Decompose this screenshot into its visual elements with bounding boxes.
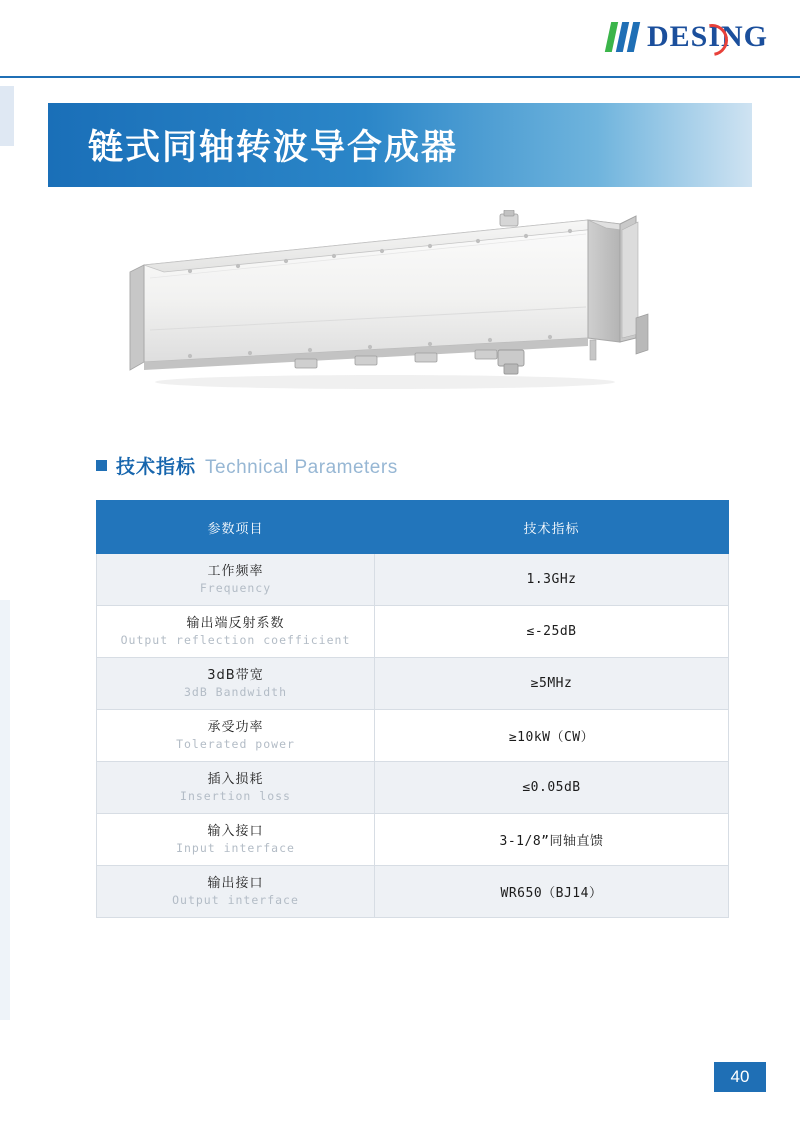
section-heading-en: Technical Parameters [205,457,398,478]
parameter-name-en: 3dB Bandwidth [183,685,287,700]
logo-wordmark [647,22,768,52]
parameter-name-cn: 工作频率 [207,563,264,579]
table-header-parameter: 参数项目 [97,501,375,554]
table-cell-parameter [97,554,375,606]
square-marker-icon [96,460,107,471]
table-cell-value [375,710,729,762]
table-cell-value [375,658,729,710]
parameter-value: 3-1/8”同轴直馈 [499,834,604,849]
table-row [97,814,729,866]
parameter-name-en: Tolerated power [176,737,295,752]
parameter-value: ≤-25dB [526,624,577,639]
left-accent-top [0,86,14,146]
page-title-banner [48,103,752,187]
table-row [97,606,729,658]
parameter-value: WR650（BJ14） [500,886,603,901]
logo-bars-icon [605,22,640,52]
table-cell-parameter [97,762,375,814]
section-heading-cn: 技术指标 [116,456,197,478]
parameter-value: 1.3GHz [526,572,577,587]
table-cell-value [375,866,729,918]
header-divider [0,76,800,78]
footer-divider [0,1124,800,1130]
table-header-spec: 技术指标 [375,501,729,554]
parameter-name-en: Input interface [176,841,295,856]
table-cell-parameter [97,606,375,658]
table-row [97,658,729,710]
parameter-name-en: Frequency [199,581,272,596]
parameter-name-en: Output reflection coefficient [120,633,351,648]
page-title: 链式同轴转波导合成器 [88,128,459,168]
product-photo [120,210,680,425]
table-cell-value [375,762,729,814]
table-cell-value [375,606,729,658]
table-row [97,866,729,918]
company-logo [608,22,768,52]
parameter-value: ≥5MHz [530,676,573,691]
parameter-name-cn: 输出端反射系数 [186,615,285,631]
left-accent-bottom [0,600,10,1020]
table-cell-value [375,814,729,866]
parameter-name-cn: 3dB带宽 [207,667,264,683]
parameter-name-cn: 输入接口 [207,823,264,839]
table-cell-parameter [97,866,375,918]
table-header-row [97,501,729,554]
parameter-name-en: Insertion loss [180,789,291,804]
section-heading [96,452,398,479]
parameter-name-cn: 输出接口 [207,875,264,891]
table-cell-parameter [97,814,375,866]
table-cell-value [375,554,729,606]
parameter-name-cn: 承受功率 [207,719,264,735]
logo-text-label: DESING [646,20,768,53]
table-cell-parameter [97,658,375,710]
table-row [97,762,729,814]
table-row [97,554,729,606]
technical-parameters-table [96,500,729,918]
parameter-name-en: Output interface [172,893,299,908]
parameter-value: ≥10kW（CW） [508,730,595,745]
page-number-badge: 40 [714,1062,766,1092]
table-row [97,710,729,762]
parameter-name-cn: 插入损耗 [207,771,264,787]
table-cell-parameter [97,710,375,762]
parameter-value: ≤0.05dB [522,780,581,795]
page-header [0,0,800,78]
